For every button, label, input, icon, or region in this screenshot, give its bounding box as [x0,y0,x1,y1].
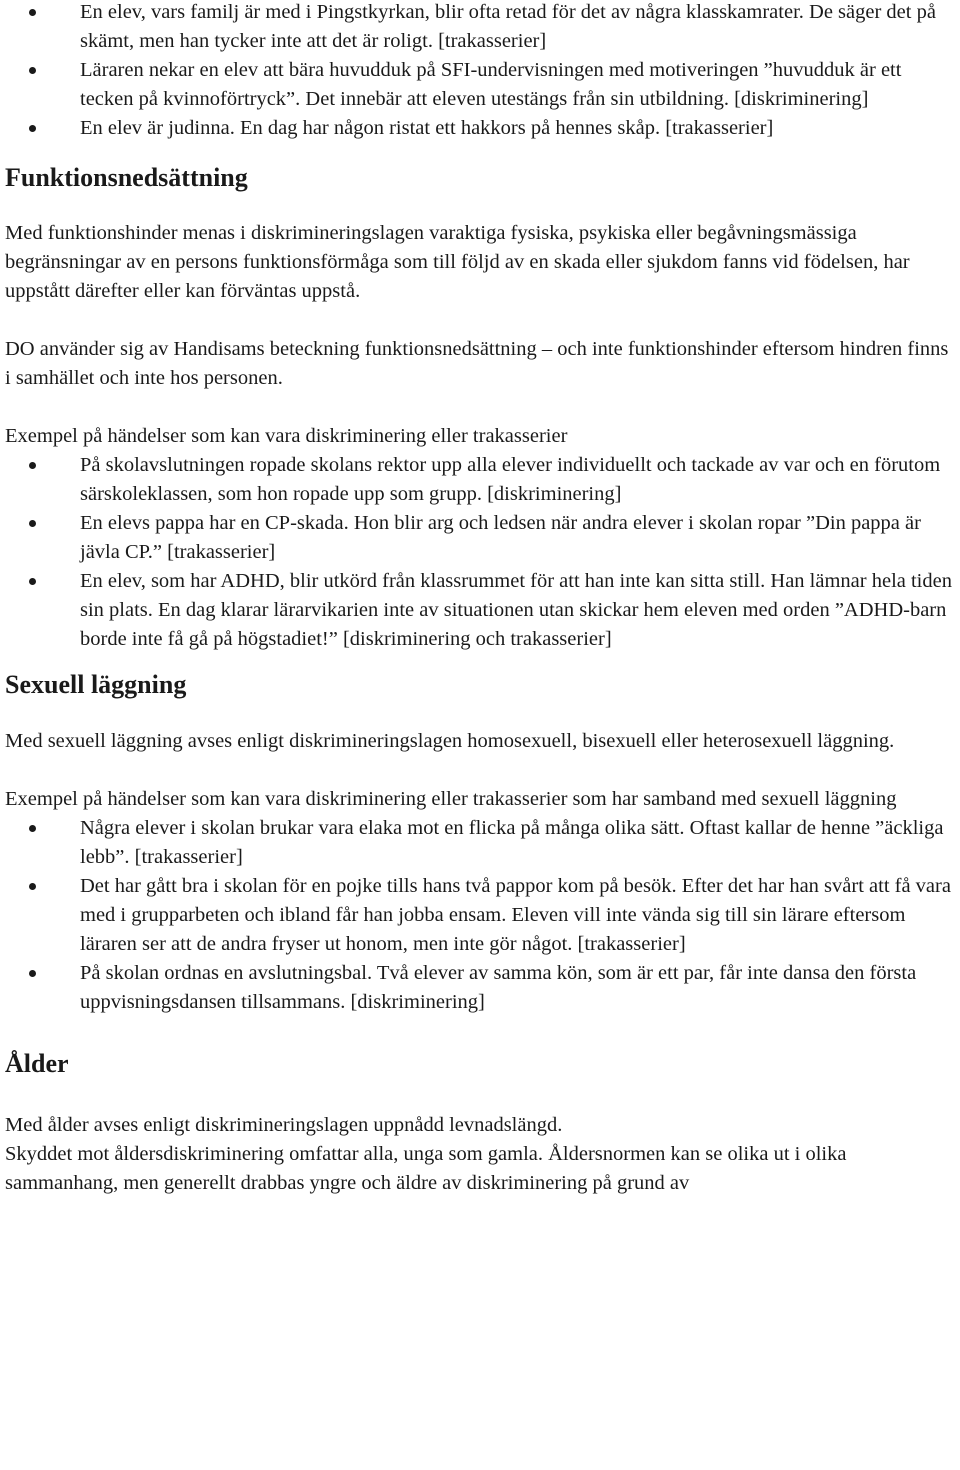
sexuell-examples-list [5,814,955,1017]
list-item: På skolan ordnas en avslutningsbal. Två elever av samma kön, som är ett par, får inte dansa den första uppvisningsdansen tillsammans. [diskriminering] [5,959,955,1017]
alder-definition: Med ålder avses enligt diskrimineringslagen uppnådd levnadslängd. [5,1114,563,1136]
list-item: Några elever i skolan brukar vara elaka mot en flicka på många olika sätt. Oftast kallar de henne ”äckliga lebb”. [trakasserier] [5,814,955,872]
sexuell-examples-intro: Exempel på händelser som kan vara diskriminering eller trakasserier som har samband med sexuell läggning [5,788,897,810]
list-item: På skolavslutningen ropade skolans rektor upp alla elever individuellt och tackade av var och en förutom särskoleklassen, som hon ropade upp som grupp. [diskriminering] [5,451,955,509]
section-heading-funktionsnedsattning: Funktionsnedsättning [5,163,248,192]
list-item: En elevs pappa har en CP-skada. Hon blir arg och ledsen när andra elever i skolan ropar ”Din pappa är jävla CP.” [trakasserier] [5,509,955,567]
religion-examples-list [5,0,955,143]
alder-text: Skyddet mot åldersdiskriminering omfattar alla, unga som gamla. Åldersnormen kan se olika ut i olika sammanhang, men generellt drabbas yngre och äldre av diskriminering på grund av [5,1143,847,1194]
list-item: En elev är judinna. En dag har någon ristat ett hakkors på hennes skåp. [trakasserier] [5,114,955,143]
sexuell-definition: Med sexuell läggning avses enligt diskrimineringslagen homosexuell, bisexuell eller heterosexuell läggning. [5,730,895,752]
list-item: En elev, som har ADHD, blir utkörd från klassrummet för att han inte kan sitta still. Han lämnar hela tiden sin plats. En dag klarar lärarvikarien inte av situationen utan skickar hem eleven med orden ”ADHD-barn borde inte få gå på högstadiet!” [diskriminering och trakasserier] [5,567,955,654]
funktion-definition: Med funktionshinder menas i diskrimineringslagen varaktiga fysiska, psykiska eller begåvningsmässiga begränsningar av en persons funktionsförmåga som till följd av en skada eller sjukdom fanns vid födelsen, har uppstått därefter eller kan förväntas uppstå. [5,222,910,302]
section-heading-sexuell-laggning: Sexuell läggning [5,670,187,699]
list-item: Det har gått bra i skolan för en pojke tills hans två pappor kom på besök. Efter det har han svårt att få vara med i grupparbeten och ibland får han jobba ensam. Eleven vill inte vända sig till sin lärare eftersom läraren ser att de andra fryser ut honom, men inte gör något. [trakasserier] [5,872,955,959]
list-item: Läraren nekar en elev att bära huvudduk på SFI-undervisningen med motiveringen ”huvudduk är ett tecken på kvinnoförtryck”. Det innebär att eleven utestängs från sin utbildning. [diskriminering] [5,56,955,114]
funktion-examples-intro: Exempel på händelser som kan vara diskriminering eller trakasserier [5,425,568,447]
section-heading-alder: Ålder [5,1049,69,1078]
list-item: En elev, vars familj är med i Pingstkyrkan, blir ofta retad för det av några klasskamrater. De säger det på skämt, men han tycker inte att det är roligt. [trakasserier] [5,0,955,56]
document-page [5,0,955,1198]
funktion-do-note: DO använder sig av Handisams beteckning funktionsnedsättning – och inte funktionshinder eftersom hindren finns i samhället och inte hos personen. [5,338,949,389]
funktion-examples-list [5,451,955,654]
